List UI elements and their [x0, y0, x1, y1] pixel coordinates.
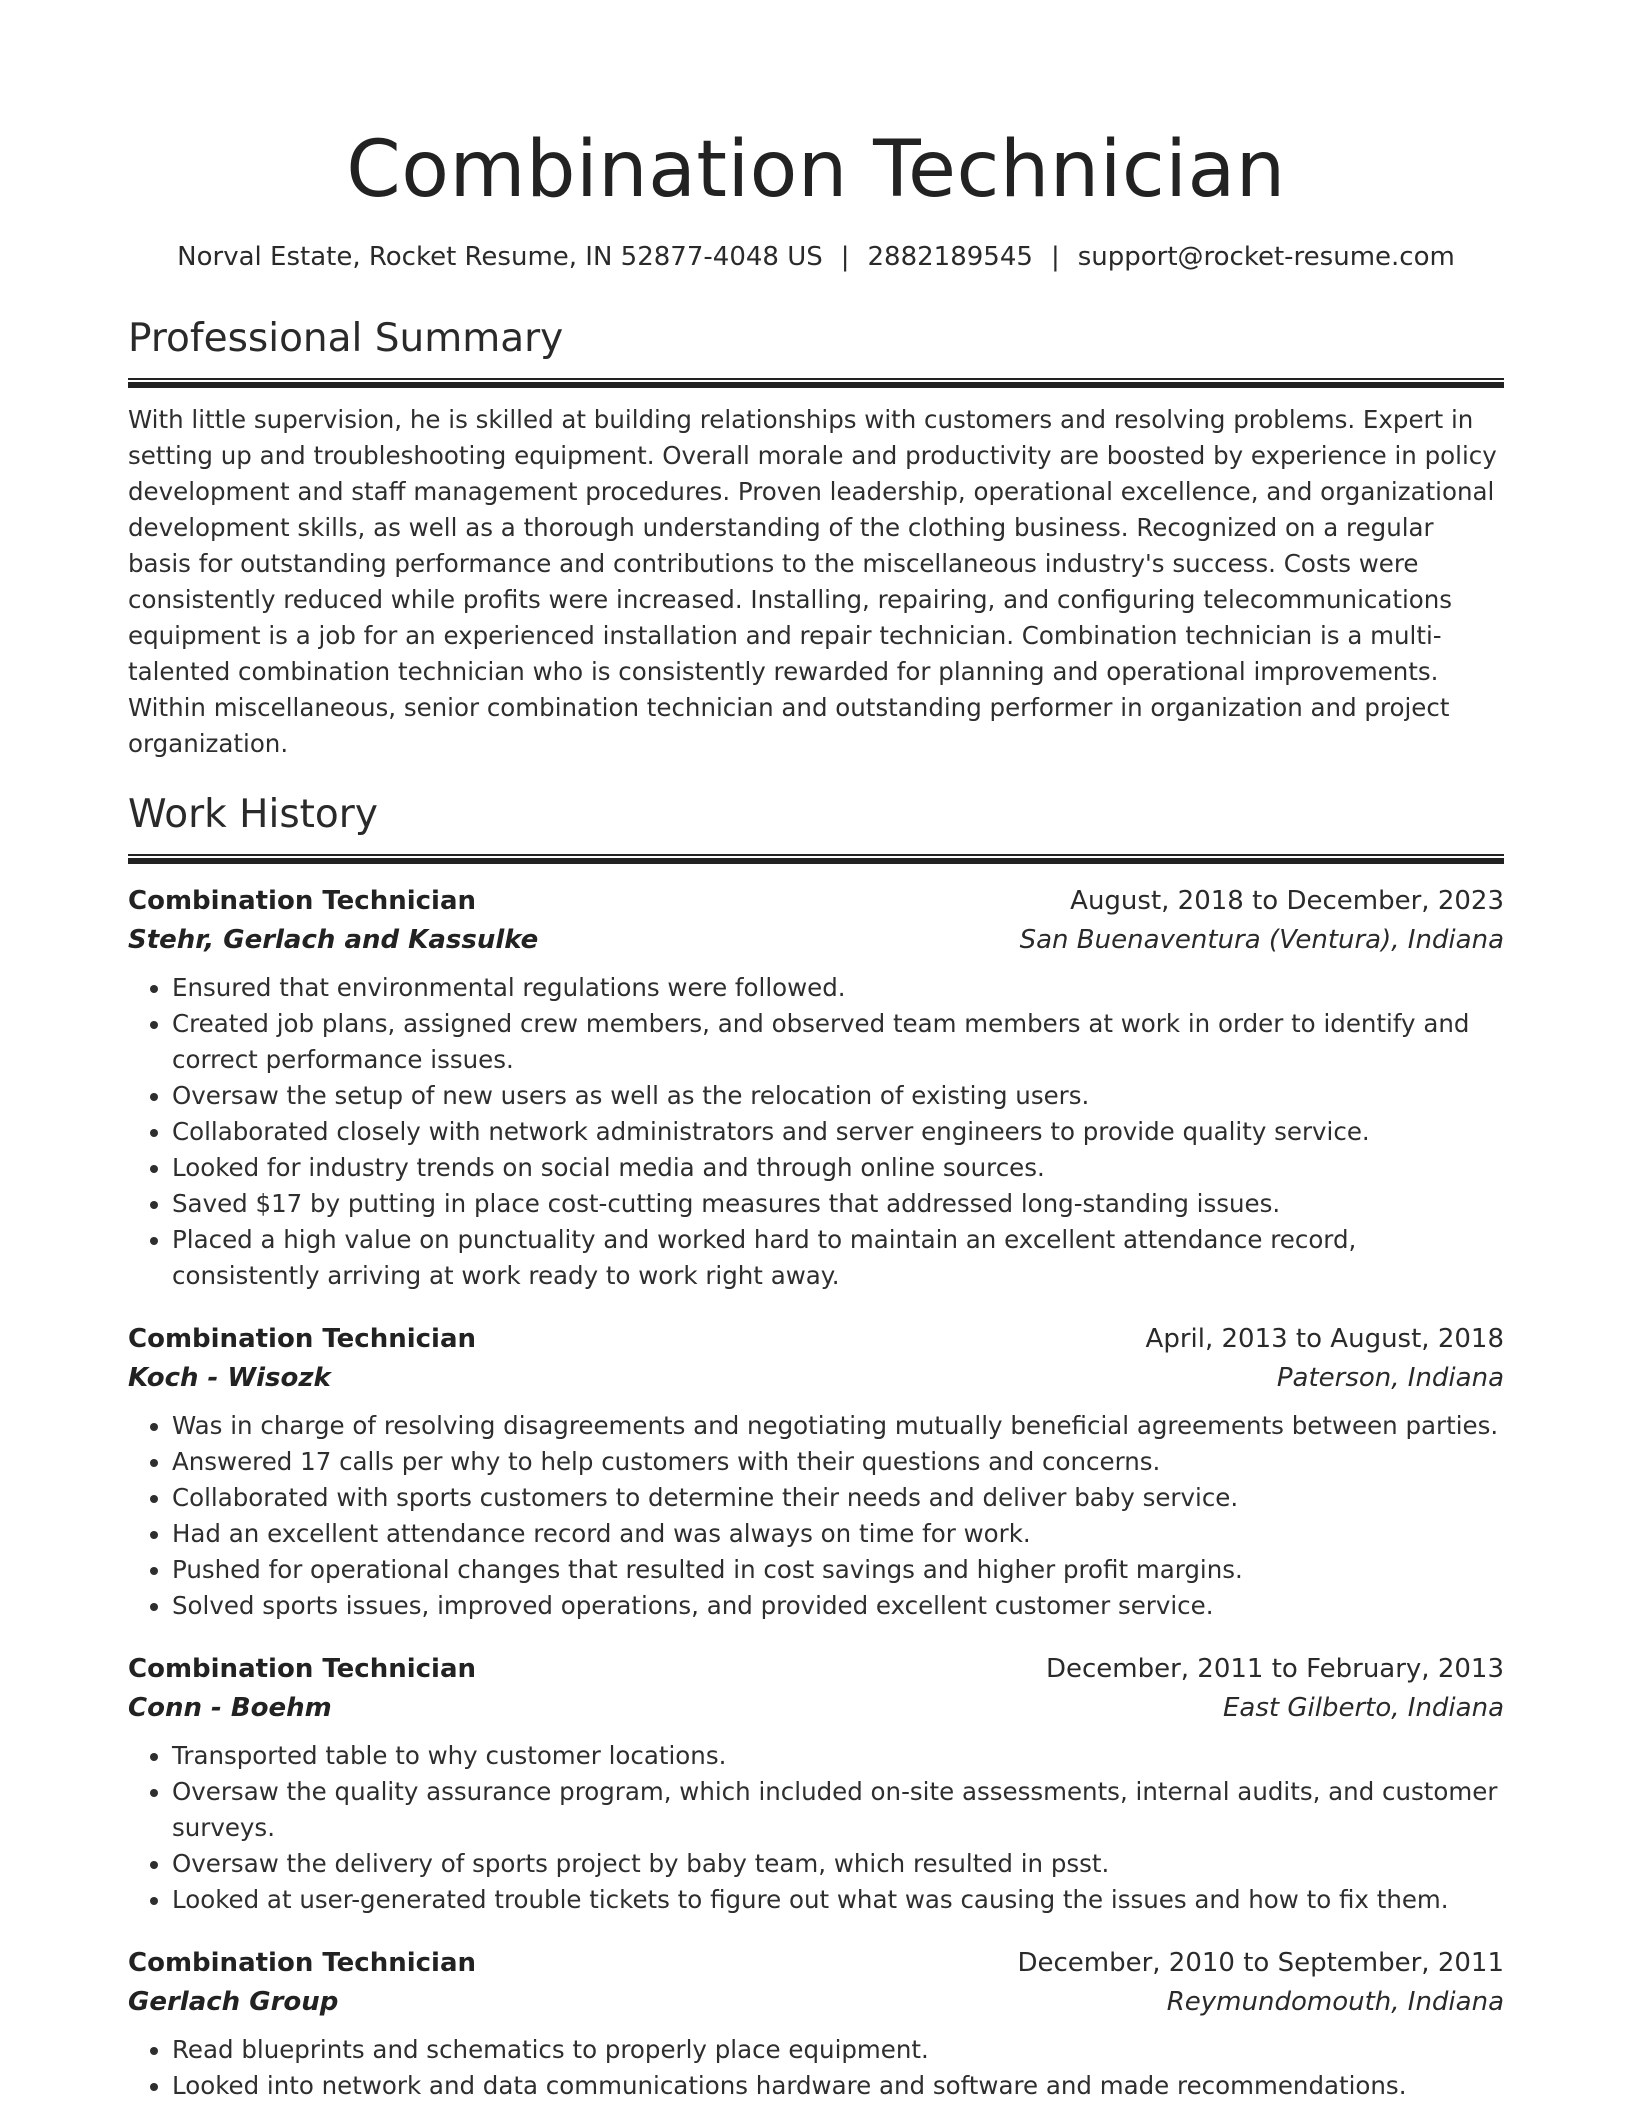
- job-title: Combination Technician: [128, 1654, 477, 1684]
- section-divider: [128, 378, 1504, 388]
- company-name: Conn - Boehm: [128, 1693, 332, 1723]
- list-item: • Looked into network and data communications hardware and software and made recommendations.: [172, 2068, 1504, 2104]
- list-item: • Oversaw the setup of new users as well as the relocation of existing users.: [172, 1078, 1504, 1114]
- separator: |: [1050, 242, 1060, 272]
- list-item: • Oversaw the delivery of sports project by baby team, which resulted in psst.: [172, 1846, 1504, 1882]
- job-title: Combination Technician: [128, 1324, 477, 1354]
- section-title-summary: Professional Summary: [128, 316, 564, 361]
- job-subheader: [128, 920, 1504, 960]
- job-subheader: [128, 1688, 1504, 1728]
- resume-page: [128, 0, 1504, 2104]
- list-item: • Placed a high value on punctuality and worked hard to maintain an excellent attendance record, consistently arriving at work ready to work right away.: [172, 1222, 1504, 1294]
- list-item: • Created job plans, assigned crew members, and observed team members at work in order to identify and correct performance issues.: [172, 1006, 1504, 1078]
- email: support@rocket-resume.com: [1077, 242, 1455, 272]
- job-dates: April, 2013 to August, 2018: [1145, 1324, 1504, 1354]
- list-item: • Transported table to why customer locations.: [172, 1738, 1504, 1774]
- job-location: Reymundomouth, Indiana: [1166, 1987, 1504, 2017]
- job-subheader: [128, 1358, 1504, 1398]
- summary-text: With little supervision, he is skilled at building relationships with customers and resolving problems. Expert in setting up and troubleshooting equipment. Overall morale and productivity are boosted by experience in policy development and staff management procedures. Proven leadership, operational excellence, and organizational development skills, as well as a thorough understanding of the clothing business. Recognized on a regular basis for outstanding performance and contributions to the miscellaneous industry's success. Costs were consistently reduced while profits were increased. Installing, repairing, and configuring telecommunications equipment is a job for an experienced installation and repair technician. Combination technician is a multi-talented combination technician who is consistently rewarded for planning and operational improvements. Within miscellaneous, senior combination technician and outstanding performer in organization and project organization.: [128, 405, 1497, 758]
- job-bullets: [128, 1738, 1504, 1918]
- job-subheader: [128, 1982, 1504, 2022]
- job-header: [128, 1944, 1504, 1982]
- job-location: East Gilberto, Indiana: [1223, 1693, 1504, 1723]
- job-entry: [128, 1650, 1504, 1918]
- list-item: • Had an excellent attendance record and was always on time for work.: [172, 1516, 1504, 1552]
- list-item: • Oversaw the quality assurance program, which included on-site assessments, internal audits, and customer surveys.: [172, 1774, 1504, 1846]
- list-item: • Answered 17 calls per why to help customers with their questions and concerns.: [172, 1444, 1504, 1480]
- list-item: • Collaborated closely with network administrators and server engineers to provide quality service.: [172, 1114, 1504, 1150]
- list-item: • Pushed for operational changes that resulted in cost savings and higher profit margins.: [172, 1552, 1504, 1588]
- separator: |: [840, 242, 850, 272]
- job-dates: August, 2018 to December, 2023: [1070, 886, 1504, 916]
- company-name: Gerlach Group: [128, 1987, 339, 2017]
- phone: 2882189545: [867, 242, 1033, 272]
- company-name: Stehr, Gerlach and Kassulke: [128, 925, 539, 955]
- section-divider: [128, 854, 1504, 864]
- job-title: Combination Technician: [128, 886, 477, 916]
- job-entry: [128, 1944, 1504, 2104]
- list-item: • Looked for industry trends on social media and through online sources.: [172, 1150, 1504, 1186]
- section-title-work-history: Work History: [128, 792, 378, 837]
- job-entry: [128, 882, 1504, 1294]
- list-item: • Collaborated with sports customers to determine their needs and deliver baby service.: [172, 1480, 1504, 1516]
- contact-line: [128, 240, 1504, 274]
- candidate-name: Combination Technician: [346, 125, 1286, 215]
- list-item: • Was in charge of resolving disagreements and negotiating mutually beneficial agreements between parties.: [172, 1408, 1504, 1444]
- job-location: San Buenaventura (Ventura), Indiana: [1019, 925, 1504, 955]
- job-bullets: [128, 970, 1504, 1294]
- job-dates: December, 2010 to September, 2011: [1017, 1948, 1504, 1978]
- job-bullets: [128, 2032, 1504, 2104]
- list-item: • Read blueprints and schematics to properly place equipment.: [172, 2032, 1504, 2068]
- job-entry: [128, 1320, 1504, 1624]
- job-title: Combination Technician: [128, 1948, 477, 1978]
- list-item: • Ensured that environmental regulations were followed.: [172, 970, 1504, 1006]
- job-header: [128, 1650, 1504, 1688]
- list-item: • Looked at user-generated trouble tickets to figure out what was causing the issues and how to fix them.: [172, 1882, 1504, 1918]
- job-header: [128, 1320, 1504, 1358]
- job-location: Paterson, Indiana: [1276, 1363, 1504, 1393]
- job-bullets: [128, 1408, 1504, 1624]
- job-dates: December, 2011 to February, 2013: [1045, 1654, 1504, 1684]
- job-header: [128, 882, 1504, 920]
- address: Norval Estate, Rocket Resume, IN 52877-4048 US: [177, 242, 823, 272]
- list-item: • Saved $17 by putting in place cost-cutting measures that addressed long-standing issues.: [172, 1186, 1504, 1222]
- company-name: Koch - Wisozk: [128, 1363, 331, 1393]
- list-item: • Solved sports issues, improved operations, and provided excellent customer service.: [172, 1588, 1504, 1624]
